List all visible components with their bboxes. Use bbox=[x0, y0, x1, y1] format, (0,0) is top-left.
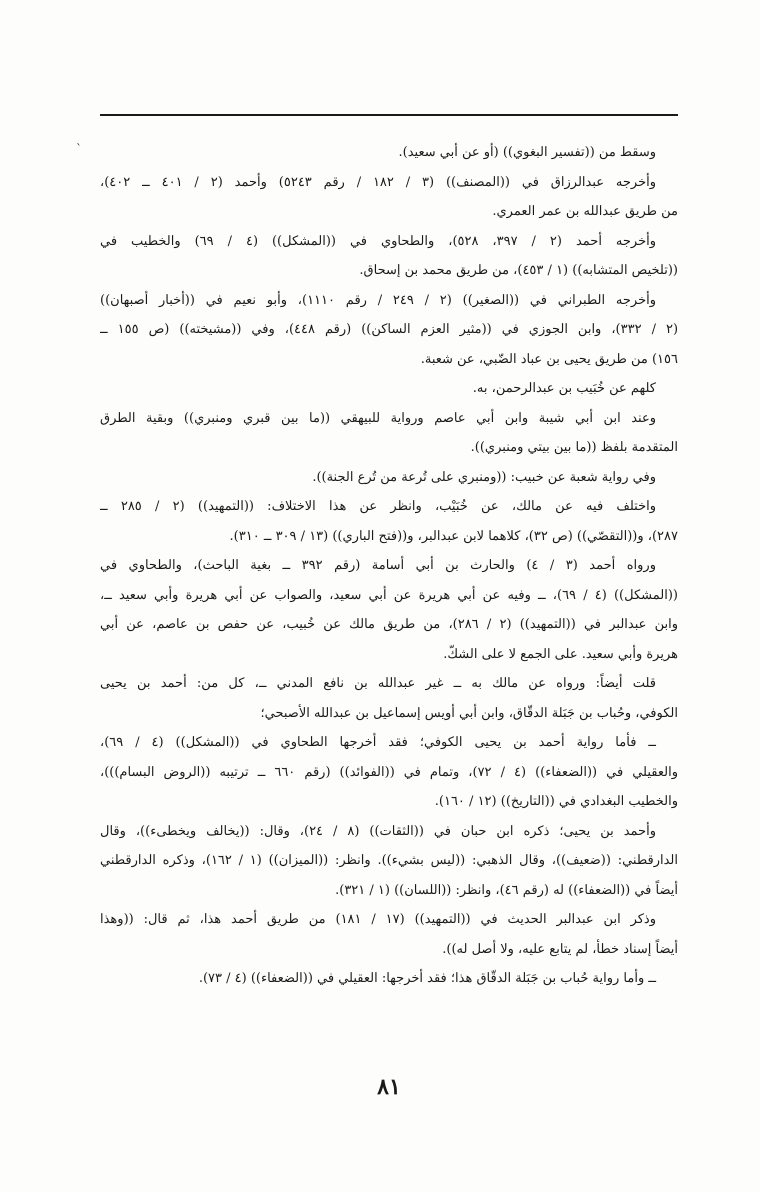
text-line: وأخرجه عبدالرزاق في ((المصنف)) (٣ / ١٨٢ / رقم ٥٢٤٣) وأحمد (٢ / ٤٠١ ــ ٤٠٢)، bbox=[100, 174, 657, 190]
text-line: وابن عبدالبر في ((التمهيد)) (٢ / ٢٨٦)، من طريق مالك عن خُبيب، عن حفص بن عاصم، عن أبي bbox=[100, 617, 678, 632]
text-line: ((تلخيص المتشابه)) (١ / ٤٥٣)، من طريق محمد بن إسحاق. bbox=[359, 263, 678, 278]
text-line: واختلف فيه عن مالك، عن خُبَيْب، وانظر عن هذا الاختلاف: ((التمهيد)) (٢ / ٢٨٥ ــ bbox=[100, 499, 656, 514]
page-number: ٨١ bbox=[377, 1074, 401, 1100]
text-line: قلت أيضاً: ورواه عن مالك به ــ غير عبدالله بن نافع المدني ــ، كل من: أحمد بن يحيى bbox=[100, 676, 656, 691]
text-line: والعقيلي في ((الضعفاء)) (٤ / ٧٢)، وتمام في ((الفوائد)) (رقم ٦٦٠ ــ ترتيبه ((الروض البسام)))، bbox=[100, 764, 678, 780]
text-line: وأحمد بن يحيى؛ ذكره ابن حبان في ((الثقات)) (٨ / ٢٤)، وقال: ((يخالف ويخطىء))، وقال bbox=[100, 823, 656, 839]
text-line: ــ فأما رواية أحمد بن يحيى الكوفي؛ فقد أخرجها الطحاوي في ((المشكل)) (٤ / ٦٩)، bbox=[100, 735, 656, 750]
text-line: الدارقطني: ((ضعيف))، وقال الذهبي: ((ليس بشيء)). وانظر: ((الميزان)) (١ / ١٦٢)، وذكره الدارقطني bbox=[100, 853, 678, 868]
text-line: أيضاً في ((الضعفاء)) له (رقم ٤٦)، وانظر: ((اللسان)) (١ / ٣٢١). bbox=[335, 882, 678, 898]
text-line: الكوفي، وحُباب بن جَبَلة الدقّاق، وابن أبي أويس إسماعيل بن عبدالله الأصبحي؛ bbox=[260, 705, 678, 721]
text-line: أيضاً إسناد خطأ، لم يتابع عليه، ولا أصل له)). bbox=[442, 941, 678, 957]
header-rule bbox=[100, 114, 678, 116]
text-line: هريرة وأبي سعيد. على الجمع لا على الشكّ. bbox=[443, 646, 678, 662]
text-line: وأخرجه الطبراني في ((الصغير)) (٢ / ٢٤٩ / رقم ١١١٠)، وأبو نعيم في ((أخبار أصبهان)) bbox=[100, 292, 657, 308]
text-line: ٢٨٧)، و((التقصّي)) (ص ٣٢)، كلاهما لابن عبدالبر، و((فتح الباري)) (١٣ / ٣٠٩ ــ ٣١٠). bbox=[229, 528, 678, 544]
text-line: وفي رواية شعبة عن خبيب: ((ومنبري على تُرعة من تُرع الجنة)). bbox=[312, 469, 656, 485]
text-line: والخطيب البغدادي في ((التاريخ)) (١٢ / ١٦٠). bbox=[434, 794, 678, 809]
text-line: ١٥٦) من طريق يحيى بن عباد الضّبي، عن شعبة. bbox=[420, 351, 678, 367]
text-line: وأخرجه أحمد (٢ / ٣٩٧، ٥٢٨)، والطحاوي في ((المشكل)) (٤ / ٦٩) والخطيب في bbox=[100, 233, 657, 249]
text-line: ــ وأما رواية حُباب بن جَبَلة الدقّاق هذا؛ فقد أخرجها: العقيلي في ((الضعفاء)) (٤ / ٧٣). bbox=[198, 971, 656, 986]
text-line: المتقدمة بلفظ ((ما بين بيتي ومنبري)). bbox=[470, 440, 678, 455]
footnote-text bbox=[100, 138, 678, 994]
text-line: ((المشكل)) (٤ / ٦٩)، ــ وفيه عن أبي هريرة عن أبي سعيد، والصواب عن أبي هريرة وأبي سعيد ــ، bbox=[100, 587, 678, 603]
book-page bbox=[76, 98, 678, 1158]
margin-mark: ` bbox=[76, 142, 82, 156]
text-line: ورواه أحمد (٣ / ٤) والحارث بن أبي أسامة (رقم ٣٩٢ ــ بغية الباحث)، والطحاوي في bbox=[100, 558, 656, 573]
text-line: وذكر ابن عبدالبر الحديث في ((التمهيد)) (١٧ / ١٨١) من طريق أحمد هذا، ثم قال: ((وهذا bbox=[100, 912, 656, 927]
text-line: (٢ / ٣٣٢)، وابن الجوزي في ((مثير العزم الساكن)) (رقم ٤٤٨)، وفي ((مشيخته)) (ص ١٥٥ ــ bbox=[100, 322, 678, 337]
text-line: وعند ابن أبي شيبة وابن أبي عاصم ورواية للبيهقي ((ما بين قبري ومنبري)) وبقية الطرق bbox=[100, 410, 656, 426]
text-line: كلهم عن خُبَيب بن عبدالرحمن، به. bbox=[472, 381, 656, 396]
text-line: من طريق عبدالله بن عمر العمري. bbox=[492, 204, 678, 219]
text-line: وسقط من ((تفسير البغوي)) (أو عن أبي سعيد). bbox=[398, 145, 656, 160]
